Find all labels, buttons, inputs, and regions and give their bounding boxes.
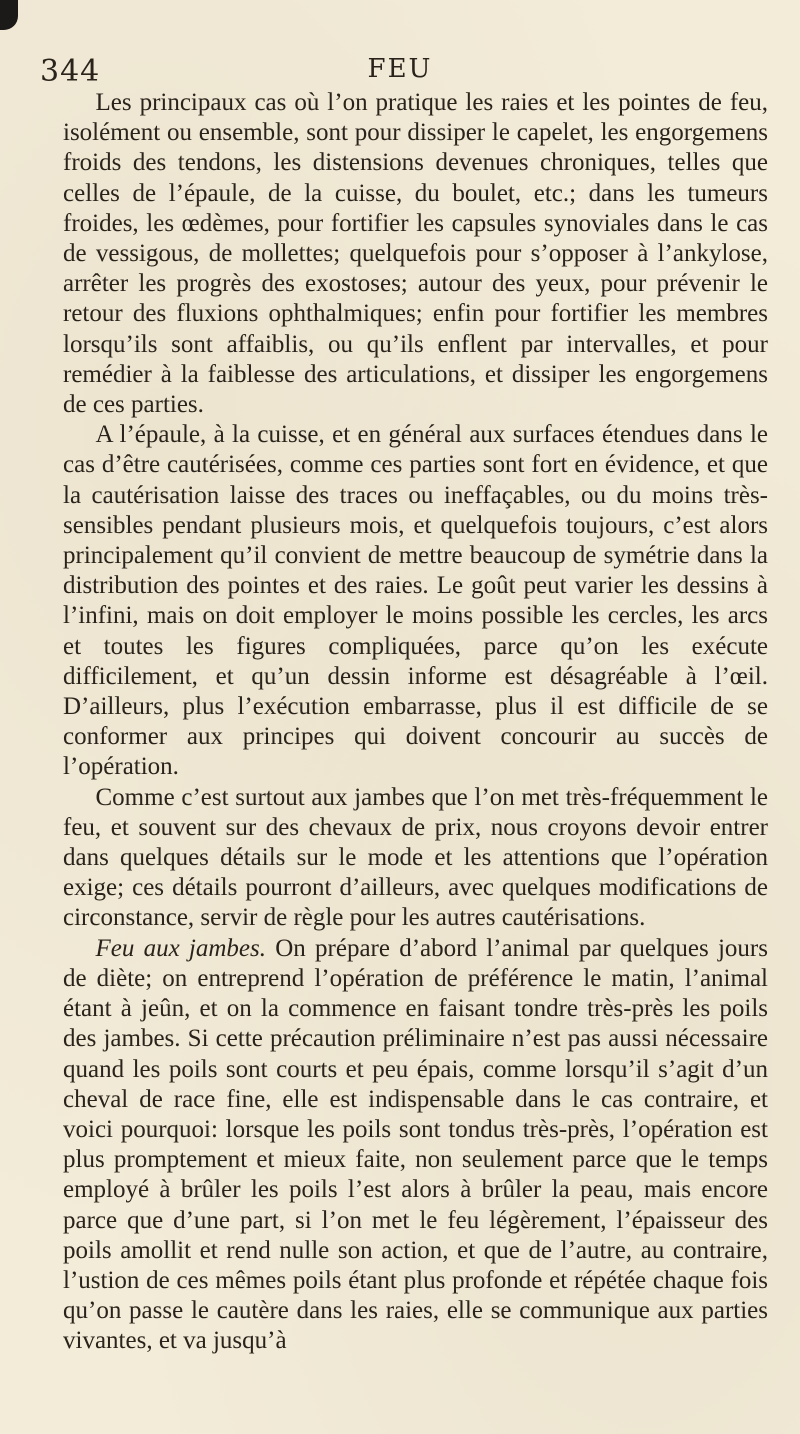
paragraph-fire-legs-text: On prépare d’abord l’animal par quelques jours de diète; on entreprend l’opération de préférence le matin, l’animal étant à jeûn, et on la commence en faisant tondre très-près les poils des jambes. Si cette précaution préliminaire n’est pas aussi nécessaire quand les poils sont courts et peu épais, comme lorsqu’il s’agit d’un cheval de race fine, elle est indispensable dans le cas contraire, et voici pourquoi: lorsque les poils sont tondus très-près, l’opération est plus promptement et mieux faite, non seulement parce que le temps employé à brûler les poils l’est alors à brûler la peau, mais encore parce que d’une part, si l’on met le feu légèrement, l’épaisseur des poils amollit et rend nulle son action, et que de l’autre, au contraire, l’ustion de ces mêmes poils étant plus profonde et répétée chaque fois qu’on passe le cautère dans les raies, elle se communique aux parties vivantes, et va jusqu’à bbox=[63, 934, 768, 1355]
page-corner-mark bbox=[0, 0, 18, 30]
paragraph-principal-cases: Les principaux cas où l’on pratique les raies et les pointes de feu, isolément ou ensemble, sont pour dissiper le capelet, les engorgemens froids des tendons, les distensions devenues chroniques, telles que celles de l’épaule, de la cuisse, du boulet, etc.; dans les tumeurs froides, les œdèmes, pour fortifier les capsules synoviales dans le cas de vessigous, de mollettes; quelquefois pour s’opposer à l’ankylose, arrêter les progrès des exostoses; autour des yeux, pour prévenir le retour des fluxions ophthalmiques; enfin pour fortifier les membres lorsqu’ils sont affaiblis, ou qu’ils enflent par intervalles, et pour remédier à la faiblesse des articulations, et dissiper les engorgemens de ces parties. bbox=[63, 89, 768, 419]
paragraph-fire-legs bbox=[63, 934, 768, 1357]
page-number: 344 bbox=[40, 54, 101, 89]
running-head: FEU bbox=[367, 54, 433, 84]
section-heading-feu-aux-jambes: Feu aux jambes. bbox=[95, 934, 267, 962]
page-header bbox=[40, 48, 760, 88]
body-text bbox=[63, 88, 768, 1357]
paragraph-shoulder-thigh: A l’épaule, à la cuisse, et en général aux surfaces étendues dans le cas d’être cautérisées, comme ces parties sont fort en évidence, et que la cautérisation laisse des traces ou ineffaçables, ou du moins très-sensibles pendant plusieurs mois, et quelquefois toujours, c’est alors principalement qu’il convient de mettre beaucoup de symétrie dans la distribution des pointes et des raies. Le goût peut varier les dessins à l’infini, mais on doit employer le moins possible les cercles, les arcs et toutes les figures compliquées, parce qu’on les exécute difficilement, et qu’un dessin informe est désagréable à l’œil. D’ailleurs, plus l’exécution embarrasse, plus il est difficile de se conformer aux principes qui doivent concourir au succès de l’opération. bbox=[63, 421, 768, 781]
paragraph-legs-intro: Comme c’est surtout aux jambes que l’on met très-fréquemment le feu, et souvent sur des chevaux de prix, nous croyons devoir entrer dans quelques détails sur le mode et les attentions que l’opération exige; ces détails pourront d’ailleurs, avec quelques modifications de circonstance, servir de règle pour les autres cautérisations. bbox=[63, 783, 768, 932]
